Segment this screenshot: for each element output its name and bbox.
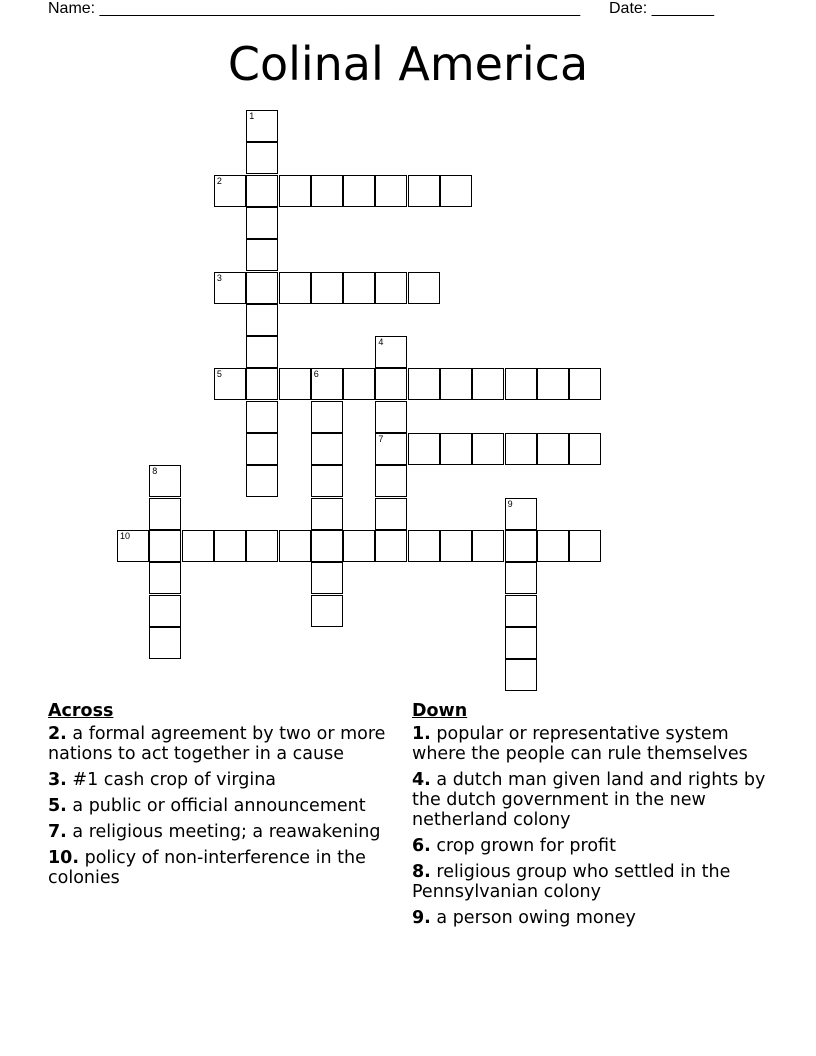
- clue-number-label: 5: [216, 369, 222, 380]
- crossword-cell[interactable]: [279, 272, 311, 304]
- name-field-label: Name: ______________________________________________________: [48, 0, 581, 17]
- crossword-cell[interactable]: [375, 336, 407, 368]
- crossword-cell[interactable]: [569, 368, 601, 400]
- page-title: Colinal America: [227, 37, 589, 91]
- crossword-cell[interactable]: [246, 207, 278, 239]
- clue-number-label: 7: [378, 434, 384, 444]
- date-field-label: Date: _______: [609, 0, 714, 17]
- clue-number-label: 4: [378, 337, 384, 348]
- across-clue-7: 7. a religious meeting; a reawakening: [48, 822, 381, 842]
- crossword-cell[interactable]: [214, 272, 246, 304]
- crossword-cell[interactable]: [505, 433, 537, 465]
- clue-number-label: 8: [152, 466, 158, 477]
- crossword-cell[interactable]: [472, 433, 504, 465]
- across-clues: [48, 701, 398, 894]
- crossword-cell[interactable]: [311, 401, 343, 433]
- crossword-cell[interactable]: [246, 401, 278, 433]
- crossword-cell[interactable]: [440, 433, 472, 465]
- down-clues: [412, 701, 782, 934]
- clue-number-label: 9: [507, 498, 513, 509]
- crossword-cell[interactable]: [149, 562, 181, 594]
- crossword-cell[interactable]: [375, 175, 407, 207]
- crossword-cell[interactable]: [440, 175, 472, 207]
- crossword-cell[interactable]: [246, 530, 278, 562]
- crossword-cell[interactable]: [472, 368, 504, 400]
- crossword-cell[interactable]: [375, 368, 407, 400]
- crossword-cell[interactable]: [311, 530, 343, 562]
- crossword-cell[interactable]: [311, 272, 343, 304]
- crossword-cell[interactable]: [149, 627, 181, 659]
- crossword-cell[interactable]: [246, 304, 278, 336]
- crossword-cell[interactable]: [149, 498, 181, 530]
- crossword-cell[interactable]: [246, 272, 278, 304]
- crossword-cell[interactable]: [375, 498, 407, 530]
- clue-number-label: 6: [313, 369, 319, 380]
- crossword-cell[interactable]: [343, 272, 375, 304]
- crossword-cell[interactable]: [214, 175, 246, 207]
- down-heading: Down: [412, 701, 468, 721]
- crossword-cell[interactable]: [505, 498, 537, 530]
- crossword-cell[interactable]: [311, 465, 343, 497]
- across-clue-3: 3. #1 cash crop of virgina: [48, 770, 277, 790]
- crossword-cell[interactable]: [246, 175, 278, 207]
- crossword-cell[interactable]: [408, 175, 440, 207]
- crossword-cell[interactable]: [537, 530, 569, 562]
- crossword-cell[interactable]: [311, 498, 343, 530]
- crossword-cell[interactable]: [279, 175, 311, 207]
- crossword-cell[interactable]: [149, 595, 181, 627]
- crossword-cell[interactable]: [343, 175, 375, 207]
- down-clue-9: 9. a person owing money: [412, 908, 636, 928]
- crossword-cell[interactable]: [214, 530, 246, 562]
- across-clue-5: 5. a public or official announcement: [48, 796, 366, 816]
- crossword-cell[interactable]: [537, 368, 569, 400]
- crossword-cell[interactable]: [505, 659, 537, 691]
- crossword-cell[interactable]: [246, 142, 278, 174]
- clue-number-label: 1: [249, 111, 255, 121]
- crossword-cell[interactable]: [472, 530, 504, 562]
- down-clue-6: 6. crop grown for profit: [412, 836, 616, 856]
- crossword-cell[interactable]: [375, 530, 407, 562]
- crossword-cell[interactable]: [311, 175, 343, 207]
- crossword-cell[interactable]: [505, 627, 537, 659]
- crossword-cell[interactable]: [375, 272, 407, 304]
- crossword-cell[interactable]: [246, 433, 278, 465]
- down-clue-8: 8. religious group who settled in the Pennsylvanian colony: [412, 862, 731, 902]
- crossword-cell[interactable]: [505, 368, 537, 400]
- crossword-cell[interactable]: [311, 595, 343, 627]
- clue-number-label: 10: [120, 530, 131, 541]
- crossword-cell[interactable]: [214, 368, 246, 400]
- crossword-cell[interactable]: [246, 368, 278, 400]
- crossword-cell[interactable]: [246, 336, 278, 368]
- crossword-cell[interactable]: [279, 530, 311, 562]
- down-clue-4: 4. a dutch man given land and rights by the dutch government in the new netherland colony: [412, 770, 766, 830]
- crossword-cell[interactable]: [375, 401, 407, 433]
- crossword-cell[interactable]: [505, 562, 537, 594]
- crossword-cell[interactable]: [149, 530, 181, 562]
- crossword-cell[interactable]: [311, 562, 343, 594]
- crossword-cell[interactable]: [569, 433, 601, 465]
- clue-number-label: 3: [216, 272, 222, 283]
- crossword-cell[interactable]: [569, 530, 601, 562]
- across-clue-2: 2. a formal agreement by two or more nations to act together in a cause: [48, 724, 386, 764]
- crossword-cell[interactable]: [408, 530, 440, 562]
- clue-number-label: 2: [216, 175, 222, 186]
- crossword-cell[interactable]: [246, 239, 278, 271]
- crossword-cell[interactable]: [182, 530, 214, 562]
- crossword-cell[interactable]: [117, 530, 149, 562]
- crossword-cell[interactable]: [440, 368, 472, 400]
- crossword-cell[interactable]: [408, 433, 440, 465]
- crossword-cell[interactable]: [375, 465, 407, 497]
- crossword-cell[interactable]: [537, 433, 569, 465]
- crossword-cell[interactable]: [408, 368, 440, 400]
- crossword-cell[interactable]: [343, 530, 375, 562]
- crossword-cell[interactable]: [408, 272, 440, 304]
- crossword-cell[interactable]: [311, 368, 343, 400]
- across-clue-10: 10. policy of non-interference in the colonies: [48, 848, 366, 888]
- crossword-cell[interactable]: [440, 530, 472, 562]
- down-clue-1: 1. popular or representative system where the people can rule themselves: [412, 724, 748, 764]
- across-heading: Across: [48, 701, 114, 721]
- crossword-cell[interactable]: [311, 433, 343, 465]
- crossword-cell[interactable]: [279, 368, 311, 400]
- crossword-cell[interactable]: [375, 433, 407, 465]
- crossword-cell[interactable]: [246, 110, 278, 142]
- crossword-cell[interactable]: [505, 595, 537, 627]
- crossword-cell[interactable]: [246, 465, 278, 497]
- crossword-cell[interactable]: [505, 530, 537, 562]
- crossword-cell[interactable]: [149, 465, 181, 497]
- crossword-cell[interactable]: [343, 368, 375, 400]
